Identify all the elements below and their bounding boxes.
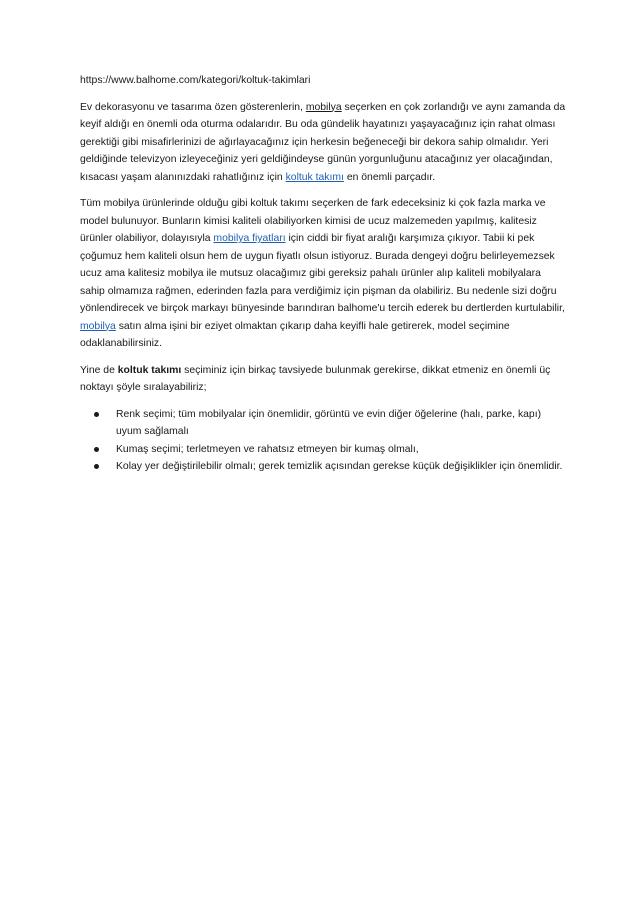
bold-koltuk-takimi: koltuk takımı: [117, 364, 182, 376]
list-item: [80, 441, 568, 459]
paragraph-text: seçiminiz için birkaç tavsiyede bulunmak gerekirse, dikkat etmeniz en önemli üç noktayı şöyle sıralayabiliriz;: [80, 364, 551, 393]
list-item-text: Kolay yer değiştirilebilir olmalı; gerek temizlik açısından gerekse küçük değişiklikler için önemlidir.: [116, 461, 563, 472]
link-mobilya-2[interactable]: mobilya: [80, 320, 116, 332]
tips-list: [80, 406, 568, 476]
paragraph-text: seçerken en çok zorlandığı ve aynı zamanda da keyif aldığı en önemli oda oturma odalarıdır. Bu oda gündelik hayatınızı yaşayacağınız için rahat olması gerektiği gibi misafirlerinizi de ağırlayacağınız için herkesin beğeneceği bir dekora sahip olmalıdır. Yeri geldiğinde televizyon izleyeceğiniz yeri geldiğindeyse günün yorgunluğunu atacağınız yer olacağından, kısacası yaşam alanınızdaki rahatlığınız için: [80, 101, 566, 183]
paragraph-brands: [80, 195, 568, 353]
list-item-text: Renk seçimi; tüm mobilyalar için önemlidir, görüntü ve evin diğer öğelerine (halı, parke, kapı) uyum sağlamalı: [116, 408, 542, 437]
paragraph-tips: [80, 362, 568, 397]
paragraph-text: en önemli parçadır.: [343, 171, 436, 183]
list-item: [80, 406, 568, 441]
paragraph-text: satın alma işini bir eziyet olmaktan çıkarıp daha keyifli hale getirerek, model seçimine odaklanabilirsiniz.: [80, 320, 510, 349]
list-item: [80, 458, 568, 476]
bullet-icon: [94, 412, 99, 417]
paragraph-text: için ciddi bir fiyat aralığı karşımıza çıkıyor. Tabii ki pek çoğumuz hem kaliteli olsun hem de uygun fiyatlı olsun istiyoruz. Burada dengeyi doğru belirleyemezsek ucuz ama kalitesiz mobilya ile mutsuz olacağımız gibi gereksiz pahalı ürünler alıp kaliteli mobilyalara sahip olmamıza rağmen, ederinden fazla para verdiğimiz için pişman da olabiliriz. Bu nedenle sizi doğru yönlendirecek ve birçok markayı bünyesinde barındıran balhome'u tercih ederek bu dertlerden kurtulabilir,: [80, 233, 565, 314]
list-item-text: Kumaş seçimi; terletmeyen ve rahatsız etmeyen bir kumaş olmalı,: [116, 443, 419, 455]
paragraph-intro: [80, 99, 568, 187]
link-koltuk-takimi[interactable]: koltuk takımı: [285, 171, 344, 183]
bullet-icon: [94, 447, 99, 452]
source-url: https://www.balhome.com/kategori/koltuk-takimlari: [80, 75, 311, 86]
link-mobilya-fiyatlari[interactable]: mobilya fiyatları: [213, 233, 286, 244]
paragraph-text: Tüm mobilya ürünlerinde olduğu gibi koltuk takımı seçerken de fark edeceksiniz ki çok fazla marka ve model bulunuyor. Bunların kimisi kaliteli olabiliyorken kimisi de ucuz malzemeden yapılmış, kalitesiz ürünler olabiliyor, dolayısıyla: [80, 198, 546, 244]
bullet-icon: [94, 464, 99, 469]
paragraph-text: Ev dekorasyonu ve tasarıma özen gösterenlerin,: [80, 101, 306, 113]
paragraph-text: Yine de: [80, 364, 118, 376]
link-mobilya[interactable]: mobilya: [305, 101, 342, 113]
